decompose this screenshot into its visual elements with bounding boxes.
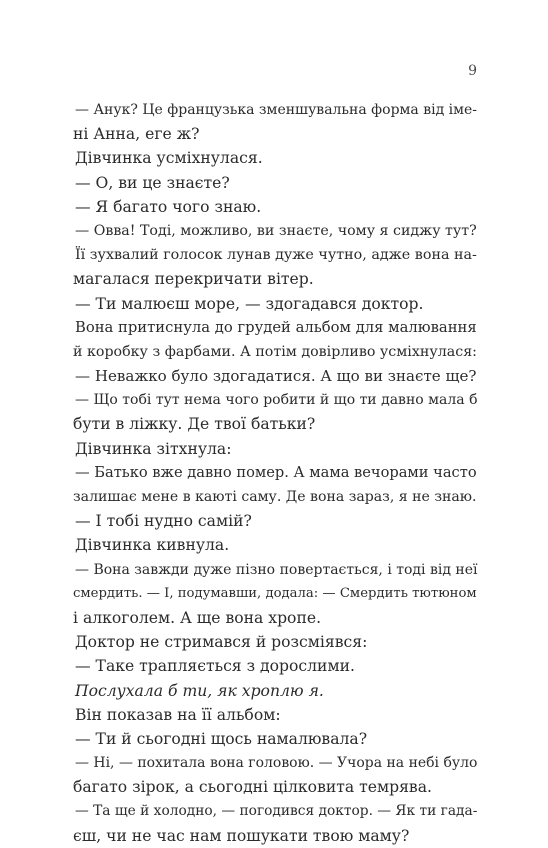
page-number: 9 — [468, 63, 477, 79]
text-line: Дівчинка усміхнулася. — [75, 149, 263, 168]
text-line: Дівчинка кивнула. — [75, 536, 230, 555]
text-line: єш, чи не час нам пошукати твою маму? — [73, 826, 410, 845]
text-line: — Неважко було здогадатися. А що ви знаєте ще? — [75, 367, 477, 386]
text-line: ні Анна, еге ж? — [73, 125, 200, 144]
text-line: — Ти й сьогодні щось намалювала? — [75, 729, 368, 748]
text-line: — Ти малюєш море, — здогадався доктор. — [75, 294, 424, 313]
text-line: — Вона завжди дуже пізно повертається, і тоді від неї — [75, 561, 478, 578]
text-line: бути в ліжку. Де твої батьки? — [73, 415, 316, 434]
text-line: Вона притиснула до грудей альбом для малювання — [75, 318, 477, 336]
text-line: Доктор не стримався й розсміявся: — [75, 633, 368, 652]
text-line: — Ні, — похитала вона головою. — Учора на небі було — [75, 755, 478, 772]
text-line: смердить. — І, подумавши, додала: — Смердить тютюном — [73, 585, 477, 601]
text-line: — Овва! Тоді, можливо, ви знаєте, чому я сиджу тут? — [75, 222, 477, 239]
text-line: — Батько вже давно помер. А мама вечорами часто — [75, 463, 477, 481]
text-line: магалася перекричати вітер. — [73, 270, 314, 289]
text-line: — Анук? Це французька зменшувальна форма від іме- — [75, 102, 478, 118]
text-line: й коробку з фарбами. А потім довірливо усміхнулася: — [73, 343, 477, 360]
text-line: Її зухвалий голосок лунав дуже чутно, адже вона на- — [75, 247, 477, 264]
text-line: — Що тобі тут нема чого робити й що ти давно мала б — [75, 392, 478, 409]
text-line: — Таке трапляється з дорослими. — [75, 657, 355, 676]
text-line: Послухала б ти, як хроплю я. — [75, 681, 324, 700]
text-line: Дівчинка зітхнула: — [75, 439, 232, 458]
text-line: — Я багато чого знаю. — [75, 197, 262, 216]
text-line: — І тобі нудно самій? — [75, 512, 252, 531]
text-line: — Та ще й холодно, — погодився доктор. — Як ти гада- — [75, 803, 478, 820]
text-line: багато зірок, а сьогодні цілковита темрява. — [73, 778, 432, 797]
text-line: і алкоголем. А ще вона хропе. — [73, 608, 322, 627]
page-text — [73, 98, 477, 848]
text-line: — О, ви це знаєте? — [75, 173, 230, 192]
text-line: Він показав на її альбом: — [75, 705, 281, 724]
text-line: залишає мене в каюті саму. Де вона зараз, я не знаю. — [73, 489, 477, 505]
